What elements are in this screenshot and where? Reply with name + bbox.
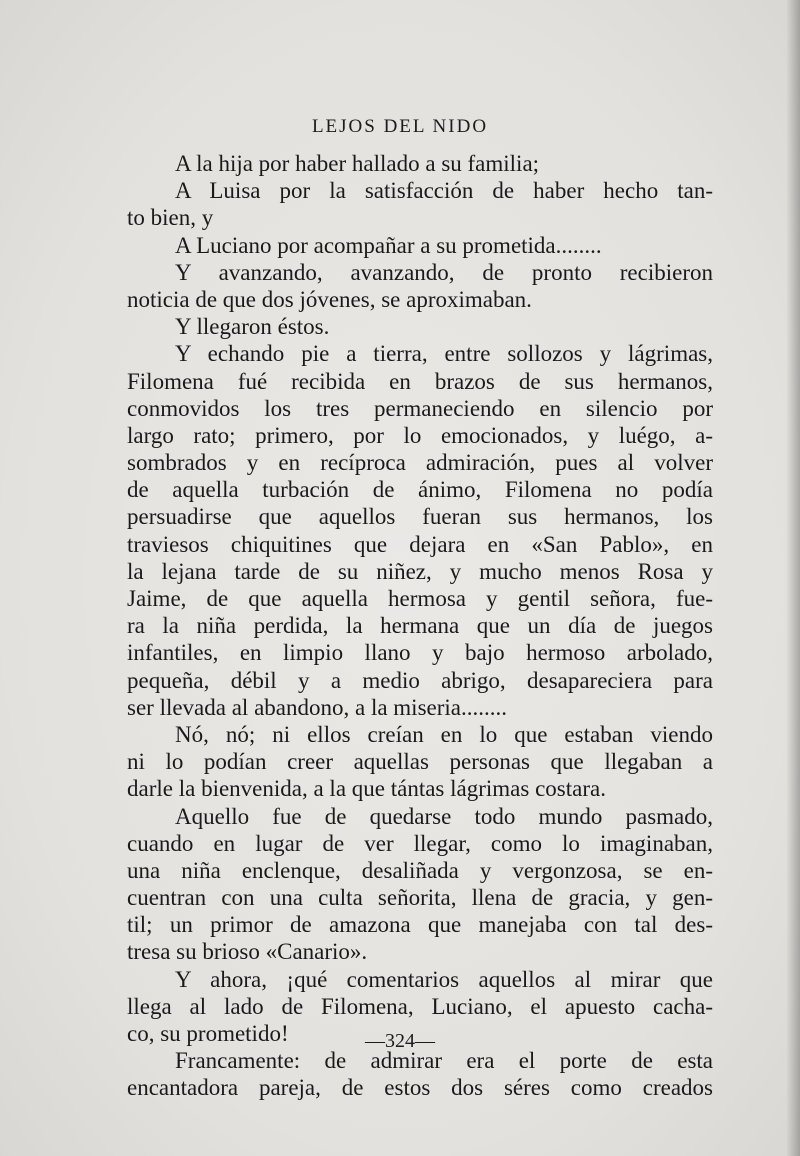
text-line: Francamente: de admirar era el porte de esta xyxy=(175,1048,713,1074)
text-line: darle la bienvenida, a la que tántas lágrimas costara. xyxy=(127,776,606,802)
text-line: traviesos chiquitines que dejara en «San Pablo», en xyxy=(127,531,713,557)
text-line: cuentran con una culta señorita, llena de gracia, y gen- xyxy=(127,885,713,911)
text-line: ni lo podían creer aquellas personas que llegaban a xyxy=(127,749,713,775)
text-line: A la hija por haber hallado a su familia; xyxy=(175,151,540,176)
running-title: LEJOS DEL NIDO xyxy=(311,116,489,137)
text-line: to bien, y xyxy=(127,205,214,231)
text-line: co, su prometido! xyxy=(127,1021,289,1046)
text-line: Y avanzando, avanzando, de pronto recibieron xyxy=(175,259,713,285)
text-line: persuadirse que aquellos fueran sus hermanos, los xyxy=(127,504,713,530)
text-line: A Luisa por la satisfacción de haber hecho tan- xyxy=(175,178,713,204)
text-line: infantiles, en limpio llano y bajo hermoso arbolado, xyxy=(127,640,713,666)
text-line: Y llegaron éstos. xyxy=(175,314,330,340)
text-line: de aquella turbación de ánimo, Filomena no podía xyxy=(127,477,713,503)
text-line: cuando en lugar de ver llegar, como lo imaginaban, xyxy=(127,830,713,856)
text-line: una niña enclenque, desaliñada y vergonzosa, se en- xyxy=(127,857,713,883)
text-line: Jaime, de que aquella hermosa y gentil señora, fue- xyxy=(127,586,713,611)
text-line: ra la niña perdida, la hermana que un día de juegos xyxy=(127,613,713,639)
page-number: —324— xyxy=(365,1030,435,1052)
text-line: pequeña, débil y a medio abrigo, desapareciera para xyxy=(127,667,713,693)
text-line: Filomena fué recibida en brazos de sus hermanos, xyxy=(127,368,713,394)
body-text xyxy=(127,150,713,1102)
text-line: Y ahora, ¡qué comentarios aquellos al mirar que xyxy=(175,966,713,992)
text-line: sombrados y en recíproca admiración, pues al volver xyxy=(127,450,713,476)
text-line: tresa su brioso «Canario». xyxy=(127,939,368,965)
text-line: A Luciano por acompañar a su prometida........ xyxy=(175,232,602,258)
text-line: Nó, nó; ni ellos creían en lo que estaban viendo xyxy=(175,721,713,747)
text-line: la lejana tarde de su niñez, y mucho menos Rosa y xyxy=(127,558,713,584)
text-line: til; un primor de amazona que manejaba con tal des- xyxy=(127,912,713,938)
text-line: llega al lado de Filomena, Luciano, el apuesto cacha- xyxy=(127,993,713,1019)
text-line: ser llevada al abandono, a la miseria........ xyxy=(127,694,507,720)
text-line: Y echando pie a tierra, entre sollozos y lágrimas, xyxy=(175,341,713,367)
text-line: largo rato; primero, por lo emocionados, y luégo, a- xyxy=(127,422,713,448)
page-edge-shadow xyxy=(786,0,800,1156)
text-line: Aquello fue de quedarse todo mundo pasmado, xyxy=(175,803,713,829)
text-line: conmovidos los tres permaneciendo en silencio por xyxy=(127,395,713,421)
text-line: encantadora pareja, de estos dos séres como creados xyxy=(127,1075,713,1101)
text-line: noticia de que dos jóvenes, se aproximaban. xyxy=(127,286,532,312)
